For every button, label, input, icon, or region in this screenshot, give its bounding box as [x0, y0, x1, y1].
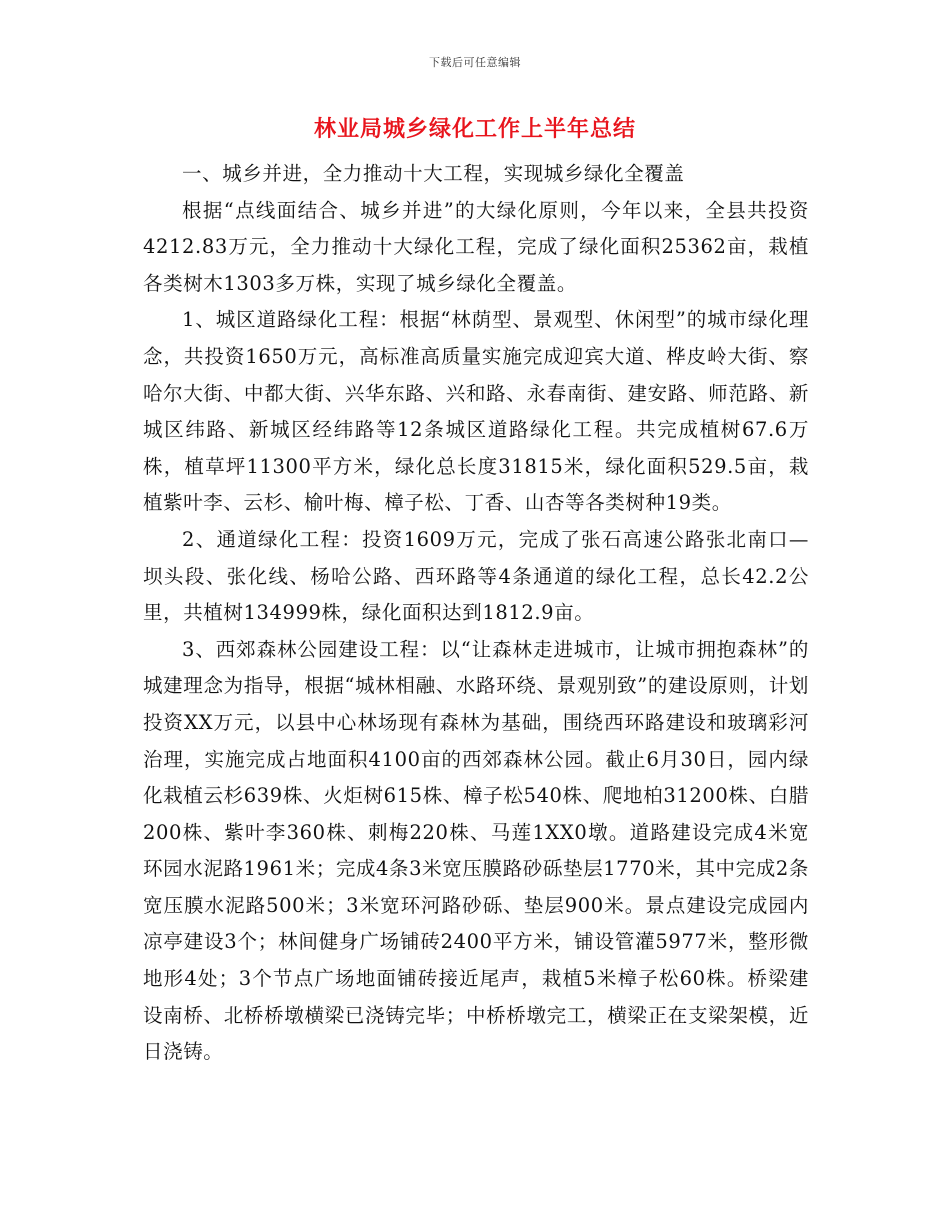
body-paragraph: 2、通道绿化工程：投资1609万元，完成了张石高速公路张北南口—坝头段、张化线、杨哈公路、西环路等4条通道的绿化工程，总长42.2公里，共植树134999株，绿化面积达到1812.9亩。 [143, 527, 809, 625]
document-title: 林业局城乡绿化工作上半年总结 [313, 116, 636, 142]
body-paragraph: 3、西郊森林公园建设工程：以“让森林走进城市，让城市拥抱森林”的城建理念为指导，根据“城林相融、水路环绕、景观别致”的建设原则，计划投资XX万元，以县中心林场现有森林为基础，围绕西环路建设和玻璃彩河治理，实施完成占地面积4100亩的西郊森林公园。截止6月30日，园内绿化栽植云杉639株、火炬树615株、樟子松540株、爬地柏31200株、白腊200株、紫叶李360株、刺梅220株、马莲1XX0墩。道路建设完成4米宽环园水泥路1961米；完成4条3米宽压膜路砂砾垫层1770米，其中完成2条宽压膜水泥路500米；3米宽环河路砂砾、垫层900米。景点建设完成园内凉亭建设3个；林间健身广场铺砖2400平方米，铺设管灌5977米，整形微地形4处；3个节点广场地面铺砖接近尾声，栽植5米樟子松60株。桥梁建设南桥、北桥桥墩横梁已浇铸完毕；中桥桥墩完工，横梁正在支梁架模，近日浇铸。 [143, 637, 809, 1064]
header-note: 下载后可任意编辑 [429, 56, 521, 69]
body-paragraph: 1、城区道路绿化工程：根据“林荫型、景观型、休闲型”的城市绿化理念，共投资1650万元，高标准高质量实施完成迎宾大道、桦皮岭大街、察哈尔大街、中都大街、兴华东路、兴和路、永春南街、建安路、师范路、新城区纬路、新城区经纬路等12条城区道路绿化工程。共完成植树67.6万株，植草坪11300平方米，绿化总长度31815米，绿化面积529.5亩，栽植紫叶李、云杉、榆叶梅、樟子松、丁香、山杏等各类树种19类。 [143, 308, 809, 515]
section-heading: 一、城乡并进，全力推动十大工程，实现城乡绿化全覆盖 [182, 162, 685, 185]
body-paragraph: 根据“点线面结合、城乡并进”的大绿化原则，今年以来，全县共投资4212.83万元，全力推动十大绿化工程，完成了绿化面积25362亩，栽植各类树木1303多万株，实现了城乡绿化全覆盖。 [143, 198, 809, 295]
document-body [143, 156, 809, 1071]
